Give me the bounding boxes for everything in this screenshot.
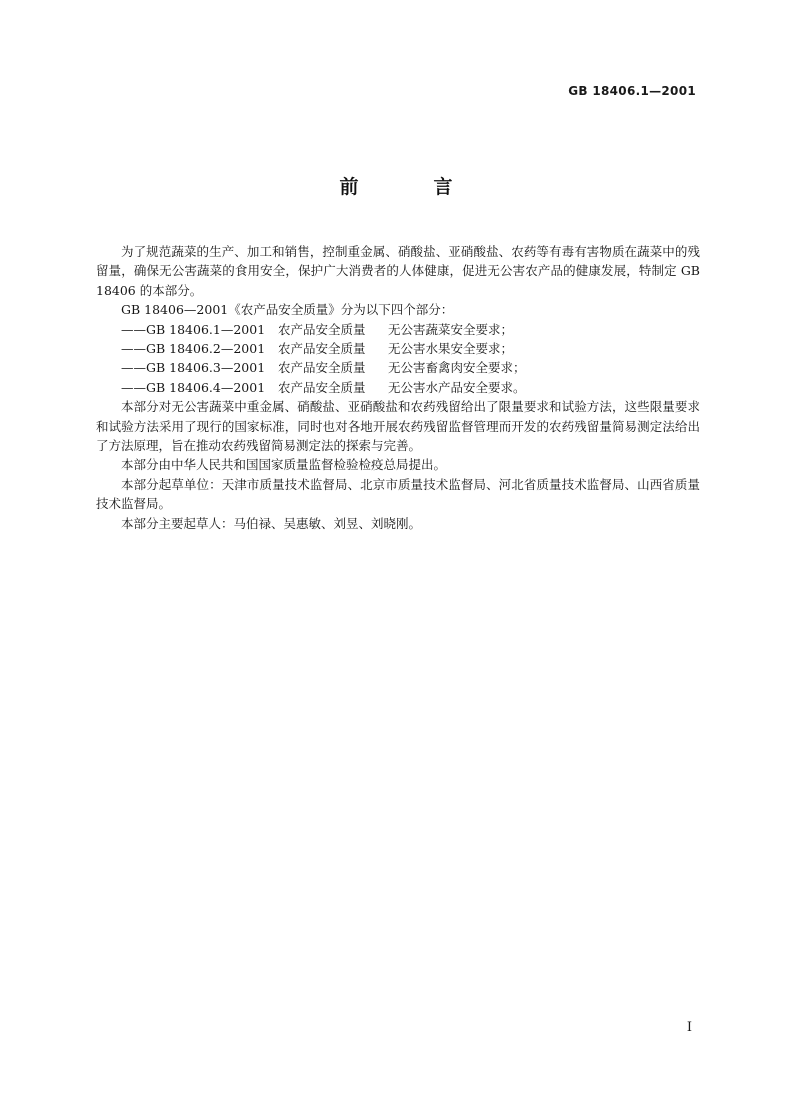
part-category: 农产品安全质量 xyxy=(278,379,366,395)
part-category: 农产品安全质量 xyxy=(278,321,366,337)
scope-paragraph: 本部分对无公害蔬菜中重金属、硝酸盐、亚硝酸盐和农药残留给出了限量要求和试验方法，这些限量要求和试验方法采用了现行的国家标准，同时也对各地开展农药残留监督管理而开发的农药残留量简易测定法给出了方法原理，旨在推动农药残留简易测定法的探索与完善。 xyxy=(96,399,700,454)
foreword-body xyxy=(96,242,700,533)
part-category: 农产品安全质量 xyxy=(278,360,366,376)
part-standard-number: ——GB 18406.2—2001 xyxy=(121,341,266,357)
part-standard-number: ——GB 18406.3—2001 xyxy=(121,360,266,376)
part-title: 无公害水果安全要求； xyxy=(388,341,514,357)
part-standard-number: ——GB 18406.1—2001 xyxy=(121,321,266,337)
standard-code-header: GB 18406.1—2001 xyxy=(568,84,696,98)
part-title: 无公害畜禽肉安全要求； xyxy=(388,360,526,376)
intro-paragraph: 为了规范蔬菜的生产、加工和销售，控制重金属、硝酸盐、亚硝酸盐、农药等有毒有害物质在蔬菜中的残留量，确保无公害蔬菜的食用安全，保护广大消费者的人体健康，促进无公害农产品的健康发展，特制定 GB 18406 的本部分。 xyxy=(96,244,700,298)
parts-list xyxy=(96,320,700,398)
parts-list-item xyxy=(96,320,700,339)
part-category: 农产品安全质量 xyxy=(278,341,366,357)
parts-list-item xyxy=(96,358,700,377)
page-number: I xyxy=(686,1020,692,1035)
part-title: 无公害蔬菜安全要求； xyxy=(388,321,514,337)
parts-intro-paragraph: GB 18406—2001《农产品安全质量》分为以下四个部分： xyxy=(121,302,454,318)
part-title: 无公害水产品安全要求。 xyxy=(388,379,526,395)
page-title: 前 言 xyxy=(339,176,481,198)
drafters-paragraph: 本部分主要起草人：马伯禄、吴惠敏、刘昱、刘晓刚。 xyxy=(121,515,422,531)
parts-list-item xyxy=(96,378,700,397)
drafting-units-paragraph: 本部分起草单位：天津市质量技术监督局、北京市质量技术监督局、河北省质量技术监督局、山西省质量技术监督局。 xyxy=(96,476,700,512)
parts-list-item xyxy=(96,339,700,358)
proposed-by-paragraph: 本部分由中华人民共和国国家质量监督检验检疫总局提出。 xyxy=(121,457,447,473)
part-standard-number: ——GB 18406.4—2001 xyxy=(121,379,266,395)
